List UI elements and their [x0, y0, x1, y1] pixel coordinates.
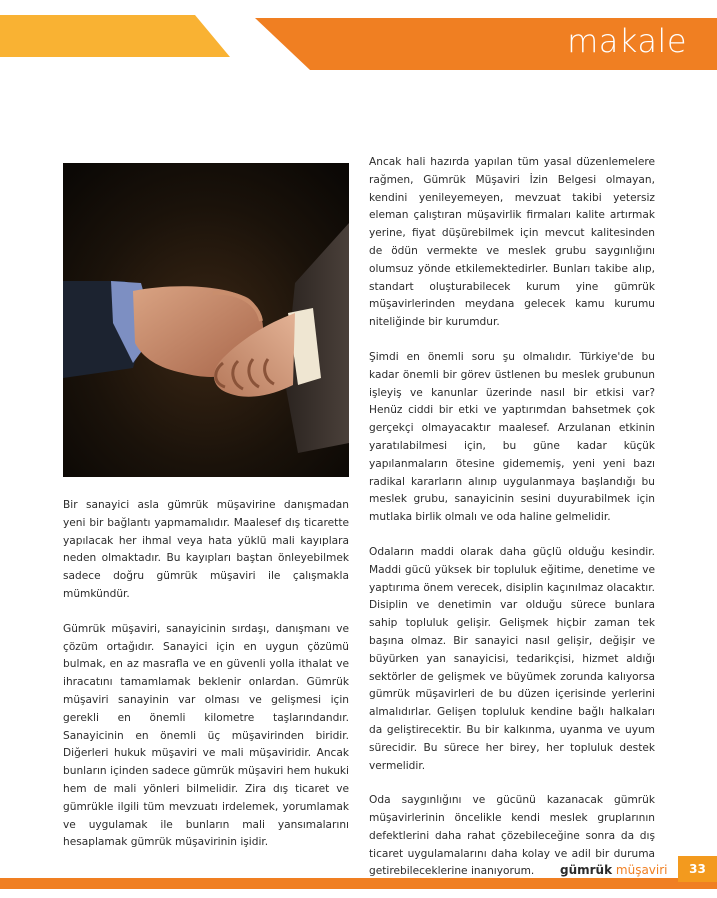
paragraph: Bir sanayici asla gümrük müşavirine danışmadan yeni bir bağlantı yapmamalıdır. Maalesef dış ticarette yapılacak her ihmal veya hata yüklü mali kayıplara neden olmaktadır. Bu kayıpları baştan önleyebilmek sadece doğru gümrük müşaviri ile çalışmakla mümkündür. [63, 499, 349, 600]
paragraph: Oda saygınlığını ve gücünü kazanacak gümrük müşavirlerinin öncelikle kendi meslek gruplarının defektlerini daha rahat çözebileceğine sonra da dış ticaret uygulamalarını daha kolay ve adil bir duruma getirebileceklerine inanıyorum. [369, 794, 655, 878]
left-column [63, 497, 349, 869]
right-column [369, 154, 655, 898]
paragraph: Odaların maddi olarak daha güçlü olduğu kesindir. Maddi gücü yüksek bir topluluk eğitime, denetime ve yaptırıma önem verecek, disiplin kaçınılmaz olacaktır. Disiplin ve denetimin var olduğu sürece bunlara sahip topluluk gelişir. Gelişmek hiçbir zaman tek başına olmaz. Bir sanayici nasıl gelişir, değişir ve büyürken yan sanayicisi, tedarikçisi, hizmet aldığı sektörler de gelişmek ve büyümek zorunda kalıyorsa gümrük müşavirleri de bu düzen içerisinde yerlerini almalıdırlar. Gelişen topluluk kendine bağlı halkaları da geliştirecektir. Bu bir kalkınma, uyanma ve uyum sürecidir. Bu sürece her birey, her topluluk destek vermelidir. [369, 545, 655, 772]
section-title: makale [567, 22, 687, 60]
footer-rule [0, 878, 717, 889]
footer-brand [560, 863, 668, 877]
page-number: 33 [678, 856, 717, 882]
handshake-photo [63, 163, 349, 477]
brand-bold: gümrük [560, 863, 613, 877]
paragraph: Şimdi en önemli soru şu olmalıdır. Türkiye'de bu kadar önemli bir görev üstlenen bu meslek grubunun işleyiş ve kanunlar üzerinde nasıl bir etkisi var? Henüz ciddi bir etki ve yaptırımdan bahsetmek çok gerçekçi olmayacaktır maalesef. Arzulanan etkinin yaratılabilmesi için, bu güne kadar küçük yapılanmaların ötesine gidememiş, yeni yeni bazı radikal kararların alınıp uygulanmaya başlandığı bu meslek grubu, sanayicinin sesini duyurabilmek için mutlaka birlik olmalı ve oda haline gelmelidir. [369, 350, 655, 524]
paragraph: Ancak hali hazırda yapılan tüm yasal düzenlemelere rağmen, Gümrük Müşaviri İzin Belgesi olmayan, kendini yenileyemeyen, mevzuat takibi yetersiz eleman çalıştıran müşavirlik firmaları kalite artırmak yerine, fiyat düşürebilmek için mevcut kalitesinden de ödün vermekte ve meslek grubu saygınlığını olumsuz yönde etkilemektedirler. Bunları takibe alıp, standart oluşturabilecek kurum yine gümrük müşavirlerinden meydana gelecek kamu kurumu niteliğinde bir kurumdur. [369, 156, 655, 329]
brand-light: müşaviri [615, 863, 668, 877]
paragraph: Gümrük müşaviri, sanayicinin sırdaşı, danışmanı ve çözüm ortağıdır. Sanayici için en uygun çözümü bulmak, en az masrafla ve en güvenli yolla ithalat ve ihracatını tamamlamak beklenir onlardan. Gümrük müşaviri sanayinin var olması ve gelişmesi için gerekli en önemli kilometre taşlarındandır. Sanayicinin en önemli üç müşavirinden biridir. Diğerleri hukuk müşaviri ve mali müşaviridir. Ancak bunların içinden sadece gümrük müşaviri hem hukuki hem de mali yönleri bilmelidir. Zira dış ticaret ve gümrükle ilgili tüm mevzuatı irdelemek, yorumlamak ve uygulamak ile bunların mali yansımalarını hesaplamak gümrük müşavirinin işidir. [63, 622, 349, 849]
